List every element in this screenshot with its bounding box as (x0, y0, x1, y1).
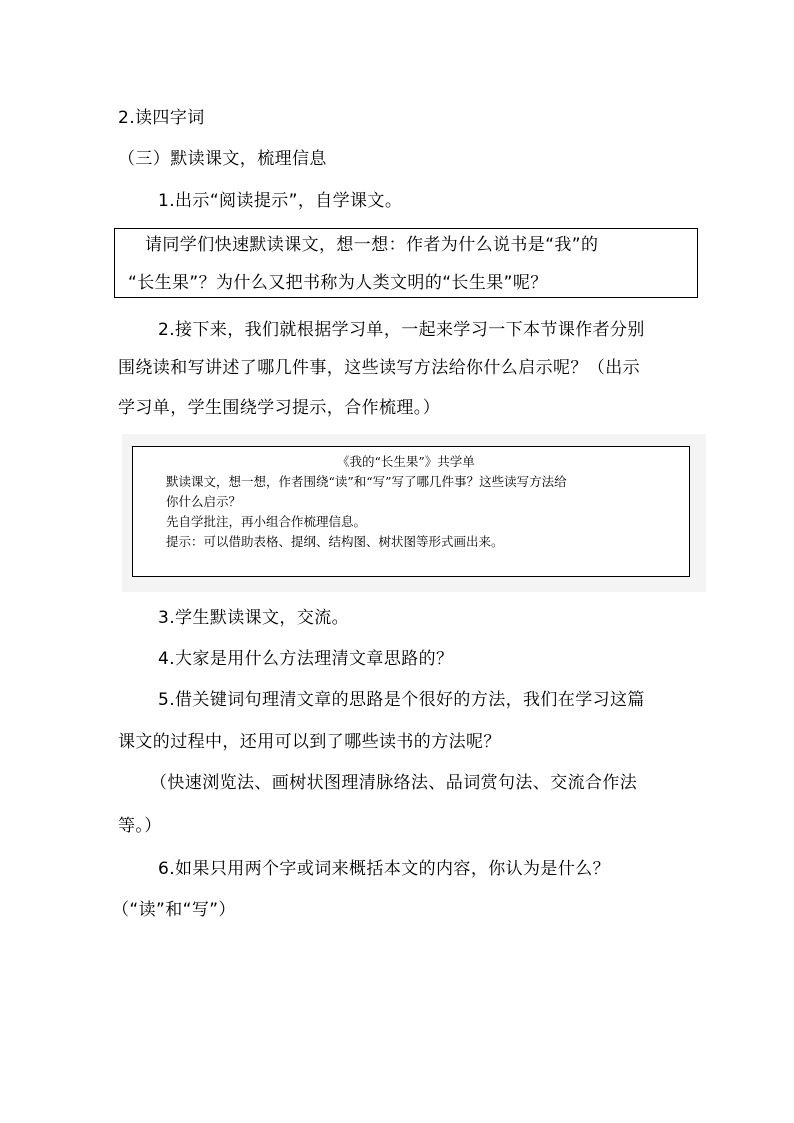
line-read-four-char-words: 2.读四字词 (118, 108, 205, 128)
worksheet-title: 《我的“长生果”》共学单 (337, 454, 475, 469)
step-6-answer: （“读”和“写”） (112, 900, 236, 920)
step-5-line-1: 5.借关键词句理清文章的思路是个很好的方法，我们在学习这篇 (158, 690, 645, 710)
reading-prompt-box (114, 228, 698, 298)
worksheet-row-2: 你什么启示？ (166, 494, 242, 509)
worksheet-card (132, 446, 690, 577)
step-2-line-1: 2.接下来，我们就根据学习单，一起来学习一下本节课作者分别 (158, 320, 645, 340)
prompt-line-1: 请同学们快速默读课文，想一想：作者为什么说书是“我”的 (145, 235, 599, 255)
step-4: 4.大家是用什么方法理清文章思路的？ (158, 649, 454, 669)
step-2-line-3: 学习单，学生围绕学习提示，合作梳理。） (118, 398, 441, 418)
step-5-answer-line-2: 等。） (118, 816, 162, 836)
worksheet-row-3: 先自学批注，再小组合作梳理信息。 (166, 514, 367, 529)
step-3: 3.学生默读课文，交流。 (158, 608, 350, 628)
step-5-answer-line-1: （快速浏览法、画树状图理清脉络法、品词赏句法、交流合作法 (150, 773, 638, 793)
step-2-line-2: 围绕读和写讲述了哪几件事，这些读写方法给你什么启示呢？（出示 (118, 358, 640, 378)
step-5-line-2: 课文的过程中，还用可以到了哪些读书的方法呢？ (118, 732, 501, 752)
worksheet-row-1: 默读课文，想一想，作者围绕“读”和“写”写了哪几件事？这些读写方法给 (166, 474, 567, 489)
step-1: 1.出示“阅读提示”，自学课文。 (158, 191, 403, 211)
worksheet-row-4: 提示：可以借助表格、提纲、结构图、树状图等形式画出来。 (166, 534, 504, 549)
prompt-line-2: “长生果”？为什么又把书称为人类文明的“长生果”呢？ (128, 273, 548, 293)
section-heading-3: （三）默读课文，梳理信息 (118, 149, 327, 169)
step-6-line-1: 6.如果只用两个字或词来概括本文的内容，你认为是什么？ (158, 859, 611, 879)
